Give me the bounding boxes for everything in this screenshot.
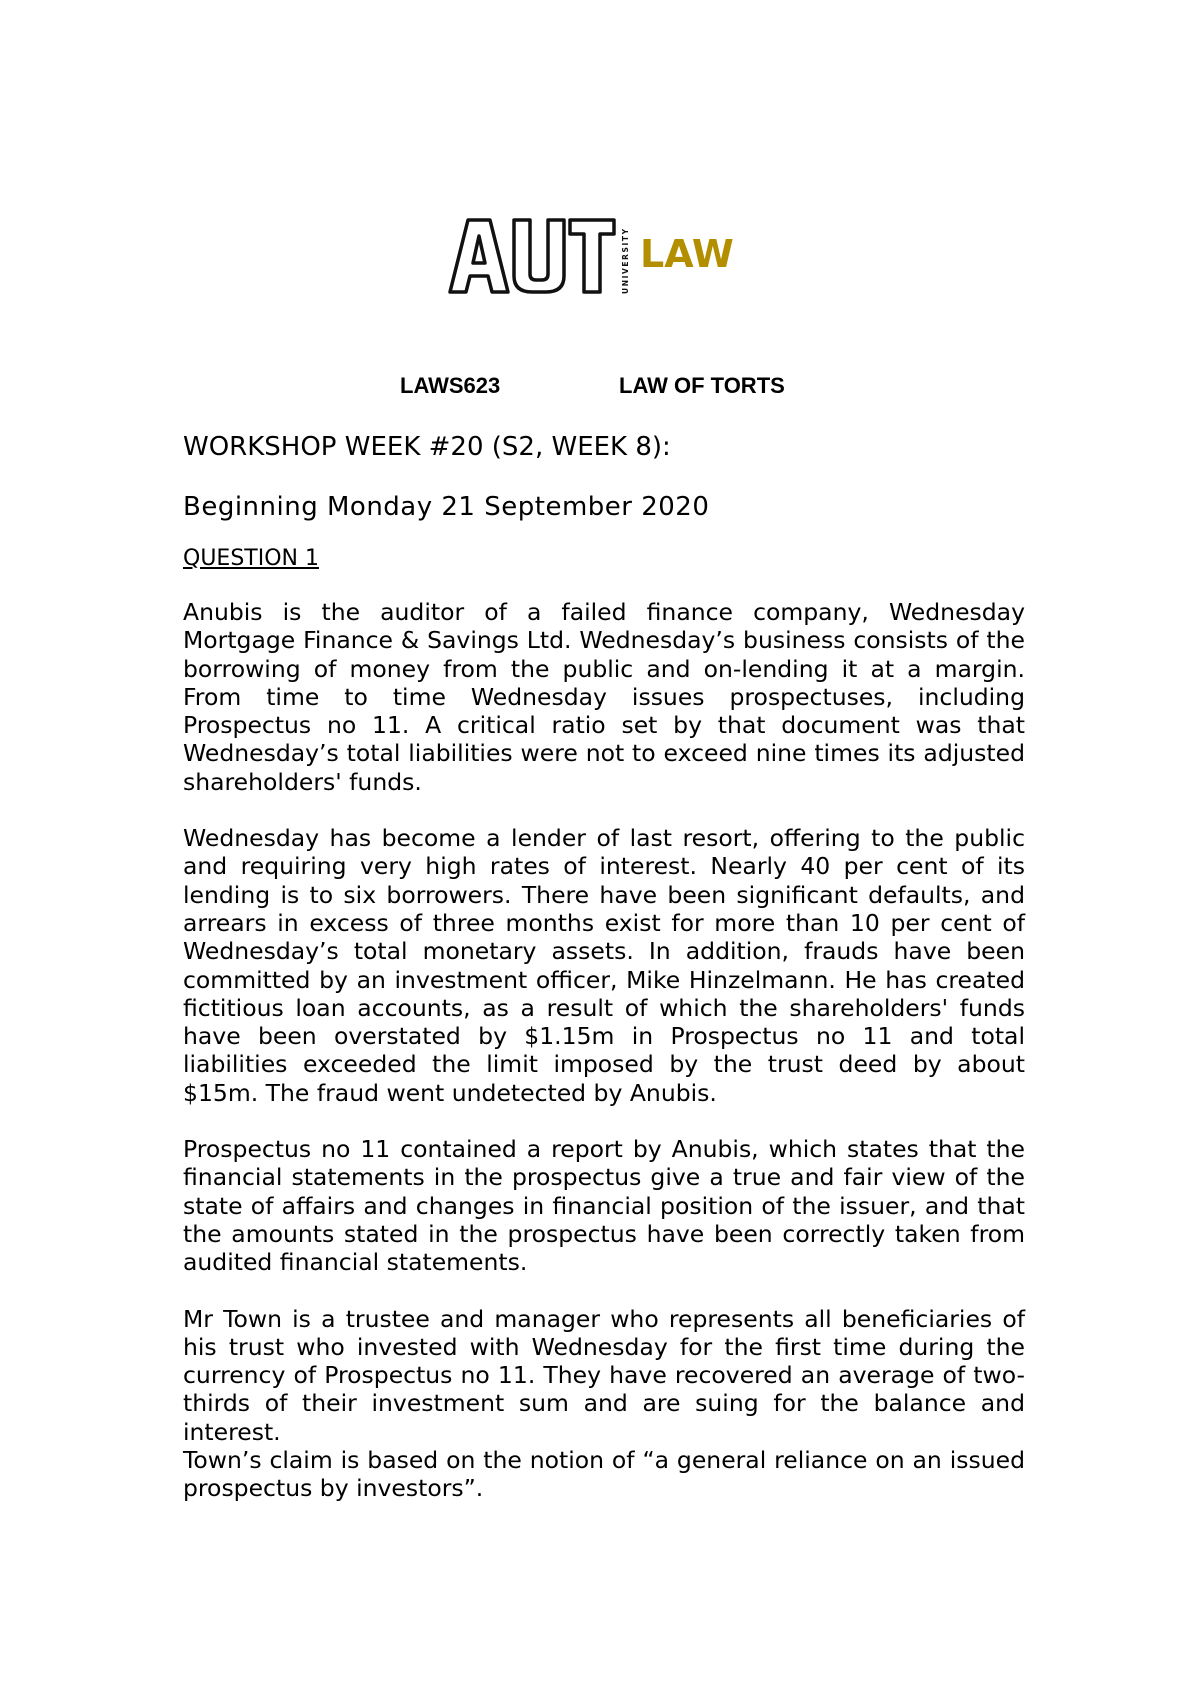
question-paragraph: Prospectus no 11 contained a report by Anubis, which states that the financial statements in the prospectus give a true and fair view of the state of affairs and changes in financial position of the issuer, and that the amounts stated in the prospectus have been correctly taken from audited financial statements. bbox=[183, 1135, 1025, 1277]
question-paragraph: Anubis is the auditor of a failed finance company, Wednesday Mortgage Finance & Savings Ltd. Wednesday’s business consists of the borrowing of money from the public and on-lending it at a margin. From time to time Wednesday issues prospectuses, including Prospectus no 11. A critical ratio set by that document was that Wednesday’s total liabilities were not to exceed nine times its adjusted shareholders' funds. bbox=[183, 598, 1025, 796]
document-body bbox=[183, 430, 1025, 1503]
logo-law-text: LAW bbox=[640, 232, 734, 276]
course-title: LAW OF TORTS bbox=[619, 373, 785, 398]
question-paragraph: Town’s claim is based on the notion of “a general reliance on an issued prospectus by investors”. bbox=[183, 1446, 1025, 1503]
question-paragraph: Mr Town is a trustee and manager who represents all beneficiaries of his trust who invested with Wednesday for the first time during the currency of Prospectus no 11. They have recovered an average of two-thirds of their investment sum and are suing for the balance and interest. bbox=[183, 1304, 1025, 1446]
workshop-start-date: Beginning Monday 21 September 2020 bbox=[183, 492, 710, 522]
question-heading: QUESTION 1 bbox=[183, 546, 319, 571]
aut-law-logo bbox=[446, 216, 746, 296]
logo-university-text: UNIVERSITY bbox=[621, 227, 630, 294]
logo-letter-t bbox=[570, 220, 614, 292]
question-paragraph: Wednesday has become a lender of last resort, offering to the public and requiring very high rates of interest. Nearly 40 per cent of its lending is to six borrowers. There have been significant defaults, and arrears in excess of three months exist for more than 10 per cent of Wednesday’s total monetary assets. In addition, frauds have been committed by an investment officer, Mike Hinzelmann. He has created fictitious loan accounts, as a result of which the shareholders' funds have been overstated by $1.15m in Prospectus no 11 and total liabilities exceeded the limit imposed by the trust deed by about $15m. The fraud went undetected by Anubis. bbox=[183, 824, 1025, 1107]
logo-letter-a bbox=[450, 220, 508, 292]
workshop-title: WORKSHOP WEEK #20 (S2, WEEK 8): bbox=[183, 432, 671, 462]
logo-letter-u bbox=[514, 220, 564, 292]
course-code: LAWS623 bbox=[400, 373, 501, 398]
